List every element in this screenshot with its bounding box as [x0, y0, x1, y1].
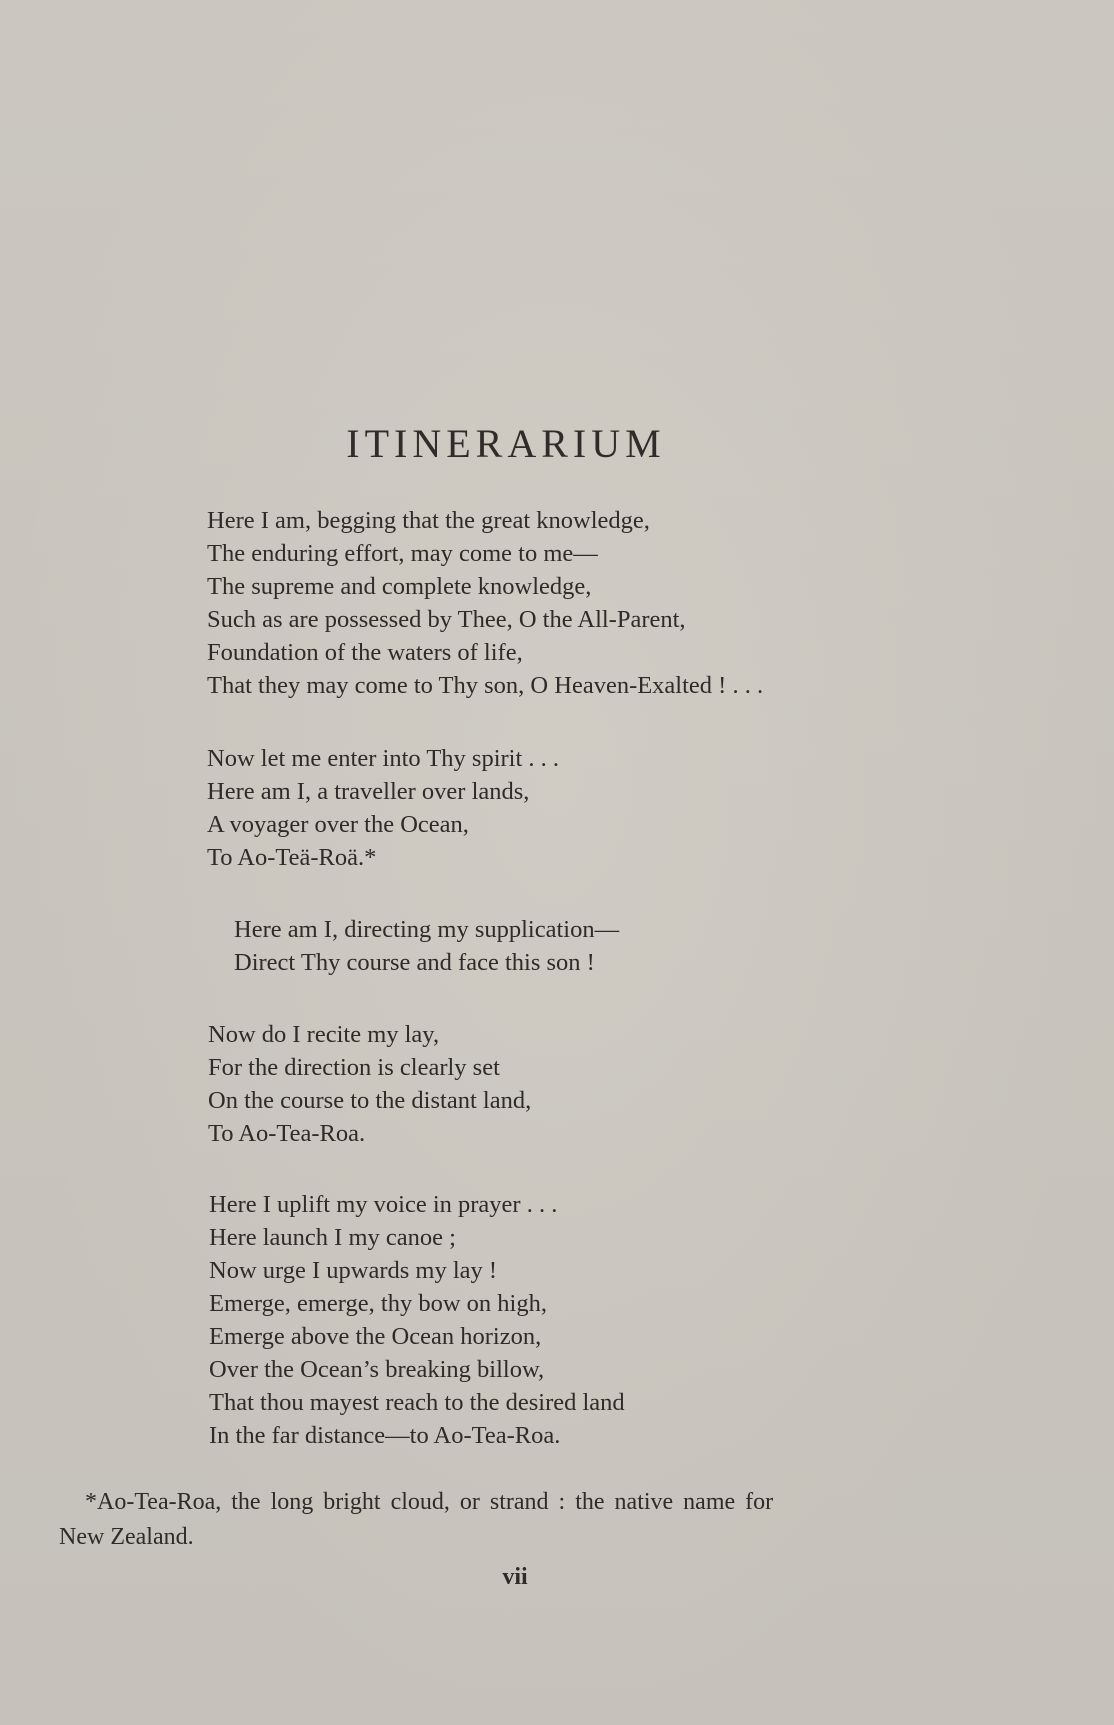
poem-line: The supreme and complete knowledge,: [207, 573, 592, 600]
poem-line: To Ao-Tea-Roa.: [208, 1120, 366, 1147]
poem-line: Now let me enter into Thy spirit . . .: [207, 745, 560, 772]
stanza-5: [209, 1188, 625, 1452]
poem-line: Now urge I upwards my lay !: [209, 1257, 498, 1284]
poem-line: Emerge above the Ocean horizon,: [209, 1323, 542, 1350]
page-number: vii: [502, 1564, 528, 1590]
poem-line: A voyager over the Ocean,: [207, 811, 469, 838]
poem-line: Here I am, begging that the great knowledge,: [207, 507, 650, 534]
poem-line: Here I uplift my voice in prayer . . .: [209, 1191, 558, 1218]
poem-line: Here launch I my canoe ;: [209, 1224, 456, 1251]
poem-line: For the direction is clearly set: [208, 1054, 500, 1081]
stanza-2: [207, 742, 559, 874]
footnote: [59, 1485, 959, 1555]
poem-line: Such as are possessed by Thee, O the All-Parent,: [207, 606, 686, 633]
footnote-line: *Ao-Tea-Roa, the long bright cloud, or strand : the native name for: [85, 1489, 774, 1515]
poem-title: ITINERARIUM: [346, 421, 666, 466]
poem-line: Direct Thy course and face this son !: [234, 949, 595, 976]
stanza-1: [207, 504, 763, 702]
stanza-4: [208, 1018, 531, 1150]
poem-line: Emerge, emerge, thy bow on high,: [209, 1290, 547, 1317]
poem-line: The enduring effort, may come to me—: [207, 540, 598, 567]
poem-line: Here am I, directing my supplication—: [234, 916, 620, 943]
poem-line: Foundation of the waters of life,: [207, 639, 523, 666]
stanza-3: [234, 913, 619, 979]
poem-line: In the far distance—to Ao-Tea-Roa.: [209, 1422, 561, 1449]
poem-line: On the course to the distant land,: [208, 1087, 532, 1114]
poem-line: That they may come to Thy son, O Heaven-Exalted ! . . .: [207, 672, 764, 699]
footnote-line: New Zealand.: [59, 1524, 194, 1550]
poem-line: Now do I recite my lay,: [208, 1021, 440, 1048]
poem-line: That thou mayest reach to the desired land: [209, 1389, 625, 1416]
poem-line: Over the Ocean’s breaking billow,: [209, 1356, 545, 1383]
poem-line: Here am I, a traveller over lands,: [207, 778, 530, 805]
poem-line: To Ao-Teä-Roä.*: [207, 844, 377, 871]
